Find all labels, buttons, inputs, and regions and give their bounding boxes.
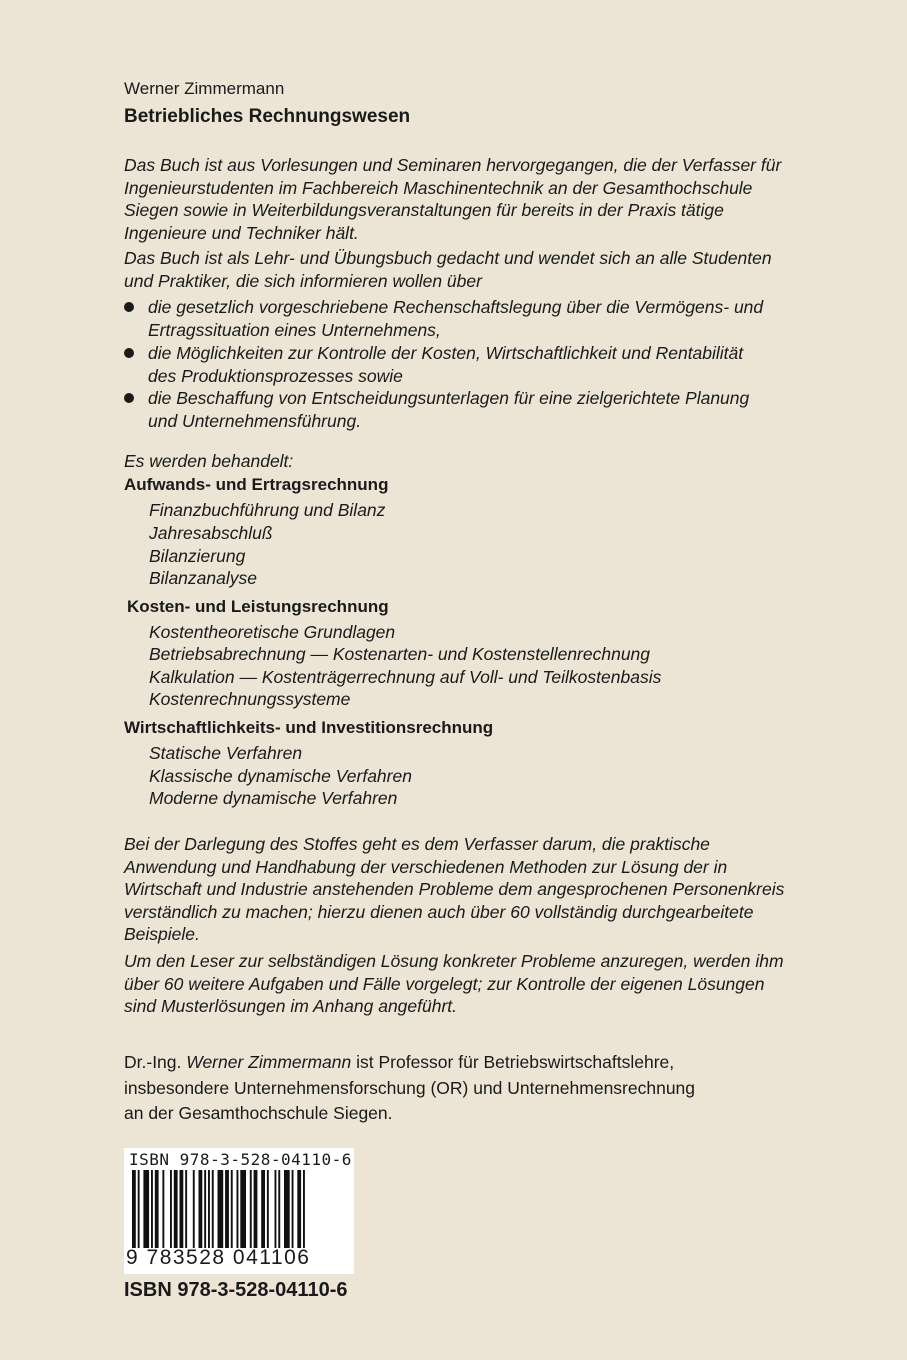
section-item: Moderne dynamische Verfahren <box>149 788 398 808</box>
barcode-bar <box>250 1170 252 1248</box>
section-item: Statische Verfahren <box>149 743 303 763</box>
author-bio-line-3: an der Gesamthochschule Siegen. <box>124 1103 393 1123</box>
bullet-text <box>148 296 816 341</box>
section-item: Kostentheoretische Grundlagen <box>149 622 396 642</box>
text-line: die Möglichkeiten zur Kontrolle der Kosten, Wirtschaftlichkeit und Rentabilität <box>148 343 744 363</box>
bullet-dot-icon <box>124 302 134 312</box>
section-heading: Aufwands- und Ertragsrechnung <box>124 475 389 494</box>
section-heading: Kosten- und Leistungsrechnung <box>127 597 389 616</box>
section-item: Bilanzierung <box>149 546 246 566</box>
isbn-number: ISBN 978-3-528-04110-6 <box>124 1279 348 1301</box>
intro-paragraph-2 <box>124 247 814 292</box>
bio-text: ist Professor für Betriebswirtschaftslehre, <box>351 1052 675 1072</box>
barcode-bar <box>174 1170 178 1248</box>
barcode-bar <box>138 1170 140 1248</box>
section-item: Finanzbuchführung und Bilanz <box>149 500 386 520</box>
barcode-bar <box>170 1170 172 1248</box>
text-line: Das Buch ist aus Vorlesungen und Seminaren hervorgegangen, die der Verfasser für <box>124 155 782 175</box>
closing-paragraph-1 <box>124 833 814 946</box>
barcode-bar <box>212 1170 214 1248</box>
bio-author-name: Werner Zimmermann <box>186 1052 352 1072</box>
barcode-bar <box>254 1170 258 1248</box>
text-line: über 60 weitere Aufgaben und Fälle vorgelegt; zur Kontrolle der eigenen Lösungen <box>124 973 765 994</box>
barcode-bar <box>284 1170 290 1248</box>
bullet-dot-icon <box>124 393 134 403</box>
text-line: verständlich zu machen; hierzu dienen auch über 60 vollständig durchgearbeitete <box>124 901 754 922</box>
text-line: Ingenieurstudenten im Fachbereich Maschinentechnik an der Gesamthochschule <box>124 177 753 198</box>
text-line: Ertragssituation eines Unternehmens, <box>148 319 441 340</box>
barcode-bar <box>218 1170 224 1248</box>
text-line: Bei der Darlegung des Stoffes geht es dem Verfasser darum, die praktische <box>124 834 710 854</box>
bio-prefix: Dr.-Ing. <box>124 1052 187 1072</box>
section-item: Klassische dynamische Verfahren <box>149 766 412 786</box>
barcode-bar <box>267 1170 269 1248</box>
barcode-bar <box>151 1170 153 1248</box>
text-line: die Beschaffung von Entscheidungsunterlagen für eine zielgerichtete Planung <box>148 388 750 408</box>
bullet-dot-icon <box>124 348 134 358</box>
section-item: Kalkulation — Kostenträgerrechnung auf Voll- und Teilkostenbasis <box>149 667 662 687</box>
barcode-bar <box>292 1170 294 1248</box>
barcode-digits: 9 783528 041106 <box>126 1246 311 1269</box>
text-line: sind Musterlösungen im Anhang angeführt. <box>124 996 458 1017</box>
text-line: Beispiele. <box>124 924 200 945</box>
text-line: Wirtschaft und Industrie anstehenden Probleme dem angesprochenen Personenkreis <box>124 879 785 900</box>
barcode-bar <box>231 1170 233 1248</box>
barcode <box>124 1148 354 1274</box>
author-name: Werner Zimmermann <box>124 79 285 98</box>
text-line: Ingenieure und Techniker hält. <box>124 222 359 243</box>
barcode-bar <box>143 1170 149 1248</box>
barcode-bars <box>128 1170 350 1248</box>
author-bio-line-2: insbesondere Unternehmensforschung (OR) und Unternehmensrechnung <box>124 1078 696 1098</box>
barcode-bar <box>237 1170 239 1248</box>
barcode-bar <box>208 1170 210 1248</box>
book-title: Betriebliches Rechnungswesen <box>124 106 411 127</box>
barcode-bar <box>199 1170 203 1248</box>
text-line: die gesetzlich vorgeschriebene Rechenschaftslegung über die Vermögens- und <box>148 297 764 317</box>
barcode-bar <box>185 1170 187 1248</box>
barcode-bar <box>204 1170 206 1248</box>
text-line: Siegen sowie in Weiterbildungsveranstaltungen für bereits in der Praxis tätige <box>124 200 724 221</box>
barcode-bar <box>162 1170 164 1248</box>
text-line: Anwendung und Handhabung der verschiedenen Methoden zur Lösung der in <box>124 856 728 877</box>
bullet-text <box>148 342 816 387</box>
text-line: Um den Leser zur selbständigen Lösung konkreter Probleme anzuregen, werden ihm <box>124 951 784 971</box>
barcode-bar <box>278 1170 280 1248</box>
section-item: Betriebsabrechnung — Kostenarten- und Kostenstellenrechnung <box>149 644 651 664</box>
barcode-bar <box>193 1170 195 1248</box>
barcode-bar <box>180 1170 184 1248</box>
barcode-bar <box>240 1170 246 1248</box>
barcode-bar <box>297 1170 301 1248</box>
barcode-isbn-label: ISBN 978-3-528-04110-6 <box>129 1150 352 1169</box>
intro-paragraph-1 <box>124 154 814 244</box>
text-line: Das Buch ist als Lehr- und Übungsbuch gedacht und wendet sich an alle Studenten <box>124 248 772 268</box>
barcode-bar <box>261 1170 265 1248</box>
section-item: Bilanzanalyse <box>149 568 257 588</box>
text-line: und Praktiker, die sich informieren wollen über <box>124 270 482 291</box>
barcode-bar <box>225 1170 229 1248</box>
section-item: Jahresabschluß <box>149 523 273 543</box>
topics-lead: Es werden behandelt: <box>124 451 294 471</box>
section-heading: Wirtschaftlichkeits- und Investitionsrechnung <box>124 718 494 737</box>
closing-paragraph-2 <box>124 950 814 1018</box>
barcode-bar <box>155 1170 159 1248</box>
bullet-text <box>148 387 816 432</box>
author-bio-line-1 <box>124 1050 674 1074</box>
text-line: des Produktionsprozesses sowie <box>148 365 403 386</box>
barcode-bar <box>275 1170 277 1248</box>
section-item: Kostenrechnungssysteme <box>149 689 351 709</box>
text-line: und Unternehmensführung. <box>148 410 362 431</box>
barcode-bar <box>132 1170 136 1248</box>
barcode-bar <box>303 1170 305 1248</box>
